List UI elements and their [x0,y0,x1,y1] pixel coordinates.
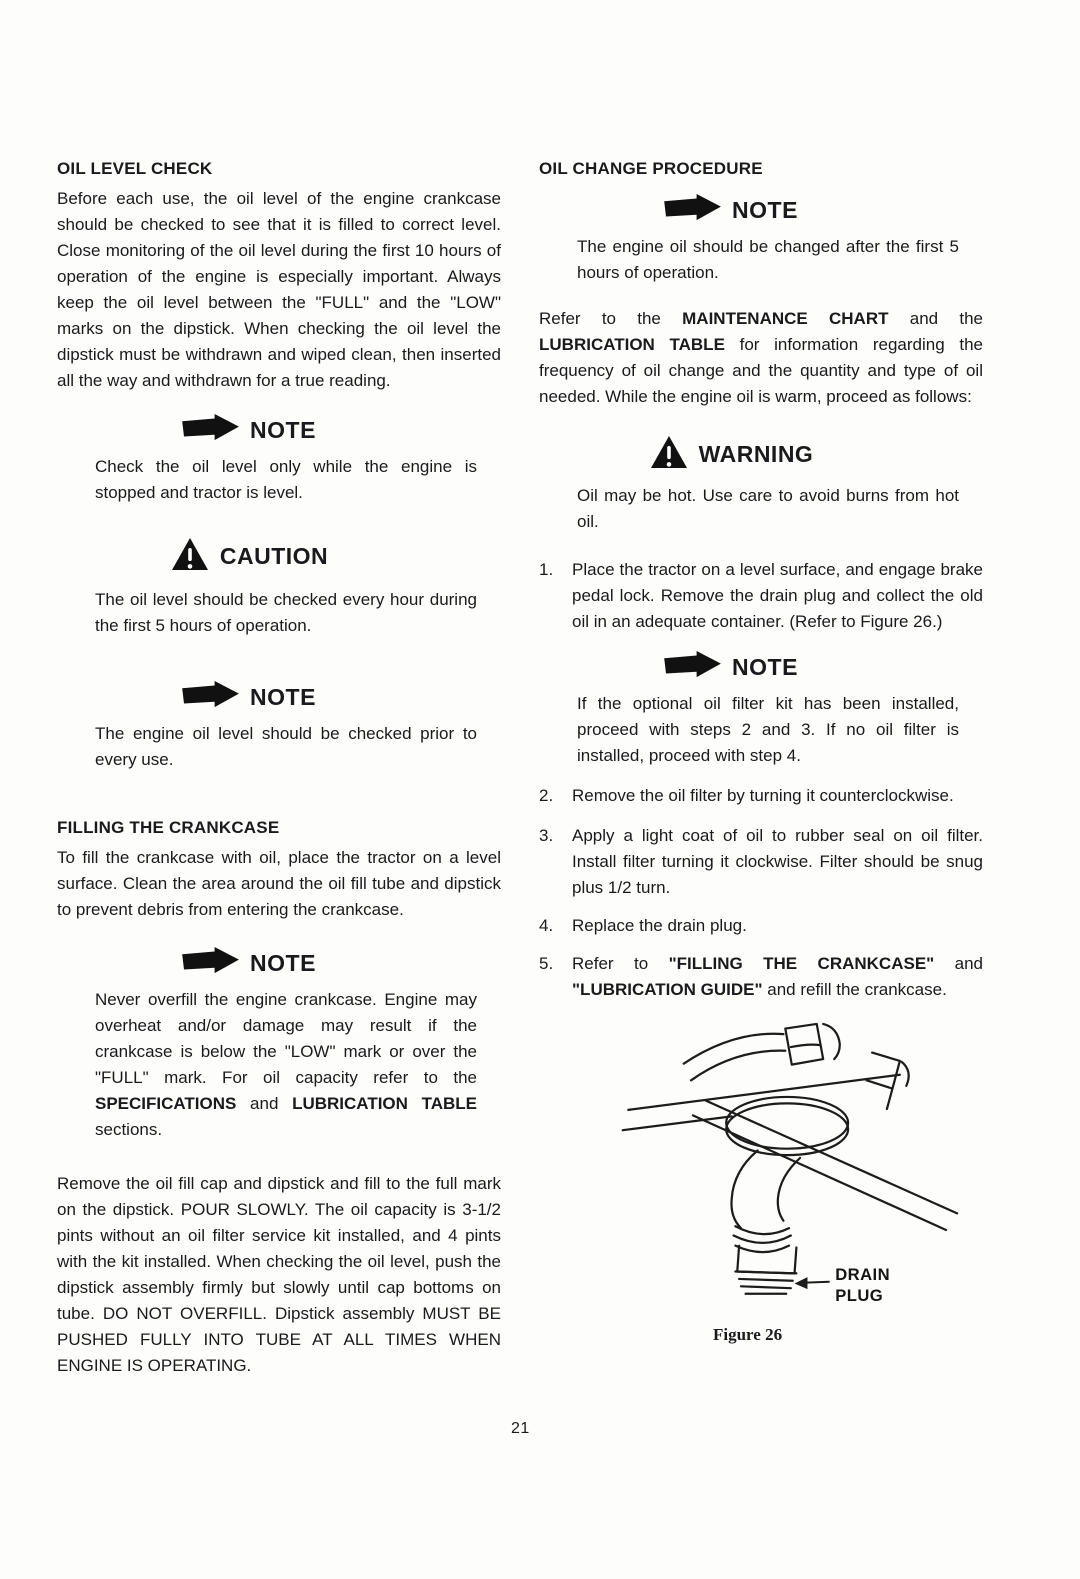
note-heading-1 [27,414,471,446]
warning-label: WARNING [698,441,814,467]
note-heading-5 [509,651,953,683]
note-4-body: The engine oil should be changed after the first 5 hours of operation. [577,237,959,282]
caution-body: The oil level should be checked every hour during the first 5 hours of operation. [95,590,477,635]
oil-level-check-paragraph: Before each use, the oil level of the engine crankcase should be checked to see that it is filled to correct level. Close monitoring of the oil level during the first 10 hours of operation of the engine is especially important. Always keep the oil level between the "FULL" and the "LOW" marks on the dipstick. When checking the oil level the dipstick must be withdrawn and wiped clean, then inserted all the way and withdrawn for a true reading. [57,189,501,390]
step-number: 2. [539,786,554,805]
note-heading-2 [27,681,471,713]
bold-term-filling-the-crankcase: "FILLING THE CRANKCASE" [668,954,935,973]
caution-triangle-icon [170,536,210,577]
warning-body: Oil may be hot. Use care to avoid burns from hot oil. [577,486,959,531]
paragraph-segment: for information regarding the frequency of oil change and the quantity and type of oil needed. While the engine oil is warm, proceed as follows: [539,335,983,406]
note-arrow-icon [182,414,240,446]
note-text-segment: Never overfill the engine crankcase. Engine may overheat and/or damage may result if the crankcase is below the "LOW" mark or over the "FULL" mark. For oil capacity refer to the [95,990,477,1087]
step-text: Replace the drain plug. [572,916,747,935]
caution-heading [27,536,471,577]
step-text-segment: Refer to [572,954,669,973]
step-2 [539,783,983,809]
step-3 [539,823,983,901]
page-number: 21 [511,1420,530,1437]
note-5-body: If the optional oil filter kit has been installed, proceed with steps 2 and 3. If no oil filter is installed, proceed with step 4. [577,694,959,765]
figure-26 [595,1021,983,1345]
section-heading-filling-the-crankcase: FILLING THE CRANKCASE [57,818,280,837]
step-text-segment: and refill the crankcase. [762,980,947,999]
note-1-body: Check the oil level only while the engine is stopped and tractor is level. [95,457,477,502]
paragraph-segment: and the [888,309,983,328]
note-heading-4 [509,194,953,226]
paragraph-segment: Refer to the [539,309,683,328]
step-text [572,954,983,999]
drain-plug-callout [795,1265,891,1305]
step-4 [539,913,983,939]
note-arrow-icon [182,947,240,979]
note-3-body [95,987,477,1143]
drain-plug-label-line2: PLUG [835,1286,884,1306]
two-column-layout [57,158,983,1379]
right-column [539,158,983,1379]
step-text: Apply a light coat of oil to rubber seal on oil filter. Install filter turning it clockwise. Filter should be snug plus 1/2 turn. [572,826,983,897]
drain-plug-drawing [595,1021,983,1317]
note-label: NOTE [250,683,316,710]
section-heading-oil-change-procedure: OIL CHANGE PROCEDURE [539,159,763,178]
step-1 [539,557,983,635]
step-text: Place the tractor on a level surface, and engage brake pedal lock. Remove the drain plug and collect the old oil in an adequate container. (Refer to Figure 26.) [572,560,983,631]
bold-term-maintenance-chart: MAINTENANCE CHART [682,309,889,328]
note-label: NOTE [732,653,798,680]
bold-term-specifications: SPECIFICATIONS [95,1094,237,1113]
note-label: NOTE [732,196,798,223]
figure-caption: Figure 26 [713,1325,783,1344]
caution-label: CAUTION [219,543,329,569]
step-5 [539,951,983,1003]
section-heading-oil-level-check: OIL LEVEL CHECK [57,159,213,178]
bold-term-lubrication-guide: "LUBRICATION GUIDE" [572,980,763,999]
step-text-segment: and [934,954,984,973]
note-text-segment: and [236,1094,293,1113]
refer-paragraph [539,306,983,410]
note-label: NOTE [250,949,316,976]
step-number: 1. [539,560,554,579]
note-2-body: The engine oil level should be checked prior to every use. [95,724,477,769]
note-text-segment: sections. [95,1120,163,1139]
filling-crankcase-paragraph: To fill the crankcase with oil, place the tractor on a level surface. Clean the area around the oil fill tube and dipstick to prevent debris from entering the crankcase. [57,848,501,919]
note-heading-3 [27,947,471,979]
step-number: 4. [539,916,554,935]
note-arrow-icon [664,651,722,683]
step-number: 5. [539,954,554,973]
note-arrow-icon [664,194,722,226]
left-column [57,158,501,1379]
drain-plug-label-line1: DRAIN [835,1264,891,1284]
warning-triangle-icon [649,434,689,475]
note-label: NOTE [250,416,316,443]
bold-term-lubrication-table: LUBRICATION TABLE [292,1094,478,1113]
bold-term-lubrication-table: LUBRICATION TABLE [539,335,725,354]
step-number: 3. [539,826,554,845]
fill-instructions-paragraph: Remove the oil fill cap and dipstick and fill to the full mark on the dipstick. POUR SLOWLY. The oil capacity is 3-1/2 pints without an oil filter service kit installed, and 4 pints with the kit installed. When checking the oil level, push the dipstick assembly firmly but slowly until cap bottoms on tube. DO NOT OVERFILL. Dipstick assembly MUST BE PUSHED FULLY INTO TUBE AT ALL TIMES WHEN ENGINE IS OPERATING. [57,1174,501,1375]
step-text: Remove the oil filter by turning it counterclockwise. [572,786,954,805]
warning-heading [509,434,953,475]
note-arrow-icon [182,681,240,713]
